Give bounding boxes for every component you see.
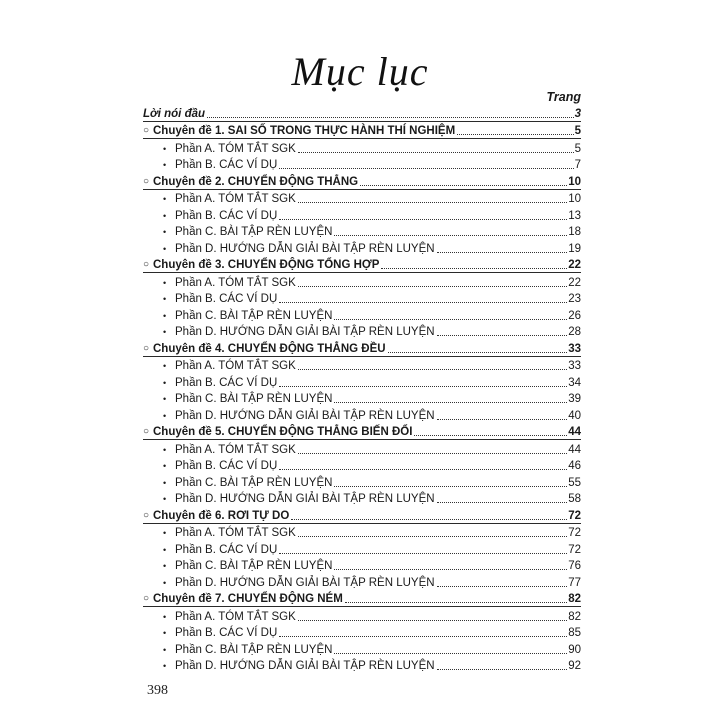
toc-entry-page: 10 (568, 193, 581, 205)
toc-section-row (143, 290, 581, 307)
toc-entry-label: Chuyên đề 2. CHUYỂN ĐỘNG THẲNG (153, 175, 359, 188)
dot-leader (360, 184, 567, 186)
toc-entry-label: Phần C. BÀI TẬP RÈN LUYỆN (175, 643, 333, 656)
toc-entry-label: Phần D. HƯỚNG DẪN GIẢI BÀI TẬP RÈN LUYỆN (175, 409, 435, 422)
dot-leader (298, 452, 567, 454)
dot-leader (334, 401, 567, 403)
bullet-icon: • (163, 410, 167, 421)
toc-section-row (143, 573, 581, 590)
bullet-icon: • (163, 628, 167, 638)
toc-entry-page: 10 (568, 175, 581, 188)
page-title: Mục lục (291, 49, 429, 94)
dot-leader (279, 218, 567, 220)
toc-entry-page: 76 (568, 560, 581, 572)
toc-entry-page: 55 (568, 476, 581, 489)
bullet-icon: • (163, 394, 167, 404)
bullet-icon: • (163, 277, 167, 288)
dot-leader (334, 568, 567, 570)
bullet-icon: • (163, 577, 167, 588)
toc-section-row (143, 440, 581, 457)
dot-leader (279, 552, 567, 554)
bullet-icon: • (163, 294, 167, 304)
circle-bullet-icon: ○ (143, 125, 150, 136)
circle-bullet-icon: ○ (143, 175, 150, 187)
dot-leader (207, 116, 574, 118)
dot-leader (298, 535, 567, 537)
toc-entry-page: 46 (568, 460, 581, 472)
toc-entry-label: Phần A. TÓM TẮT SGK (175, 360, 296, 372)
dot-leader (437, 501, 568, 503)
toc-entry-page: 28 (568, 326, 581, 338)
toc-entry-page: 33 (568, 360, 581, 372)
toc-section-row (143, 139, 581, 156)
toc-entry-page: 85 (568, 627, 581, 639)
toc-entry-label: Phần D. HƯỚNG DẪN GIẢI BÀI TẬP RÈN LUYỆN (175, 660, 435, 672)
bullet-icon: • (163, 210, 167, 221)
bullet-icon: • (163, 461, 167, 471)
bullet-icon: • (163, 160, 167, 170)
toc-entry-label: Phần B. CÁC VÍ DỤ (175, 209, 278, 222)
toc-entry-label: Chuyên đề 1. SAI SỐ TRONG THỰC HÀNH THÍ NGHIỆM (153, 125, 456, 137)
toc-section-row (143, 406, 581, 423)
toc-entry-label: Phần D. HƯỚNG DẪN GIẢI BÀI TẬP RÈN LUYỆN (175, 493, 435, 505)
bullet-icon: • (163, 327, 167, 337)
toc-entry-page: 77 (568, 576, 581, 589)
toc-entry-page: 58 (568, 493, 581, 505)
toc-entry-page: 40 (568, 409, 581, 422)
toc-section-row (143, 190, 581, 207)
bullet-icon: • (163, 227, 167, 237)
dot-leader (298, 368, 567, 370)
toc-entry-label: Chuyên đề 3. CHUYỂN ĐỘNG TỔNG HỢP (153, 259, 380, 271)
toc-entry-page: 82 (568, 610, 581, 623)
toc-entry-label: Phần A. TÓM TẮT SGK (175, 142, 296, 155)
bullet-icon: • (163, 194, 167, 204)
toc-chapter-row (143, 590, 581, 608)
toc-entry-label: Phần D. HƯỚNG DẪN GIẢI BÀI TẬP RÈN LUYỆN (175, 242, 435, 255)
toc-section-row (143, 490, 581, 507)
bullet-icon: • (163, 143, 167, 154)
toc-entry-page: 18 (568, 226, 581, 238)
toc-entry-label: Chuyên đề 5. CHUYỂN ĐỘNG THẲNG BIẾN ĐỔI (153, 426, 413, 438)
toc-entry-page: 44 (568, 426, 581, 438)
toc-entry-label: Phần A. TÓM TẮT SGK (175, 193, 296, 205)
toc-section-row (143, 473, 581, 490)
toc-chapter-row (143, 423, 581, 441)
toc-chapter-row (143, 506, 581, 524)
toc-intro-row (143, 104, 581, 122)
circle-bullet-icon: ○ (143, 259, 150, 270)
dot-leader (334, 234, 567, 236)
dot-leader (345, 601, 567, 603)
dot-leader (334, 318, 567, 320)
toc-entry-label: Chuyên đề 4. CHUYỂN ĐỘNG THẲNG ĐỀU (153, 342, 386, 355)
bullet-icon: • (163, 243, 167, 254)
toc-section-row (143, 390, 581, 407)
toc-entry-label: Phần C. BÀI TẬP RÈN LUYỆN (175, 476, 333, 489)
toc-entry-label: Phần A. TÓM TẮT SGK (175, 276, 296, 289)
toc-section-row (143, 524, 581, 541)
bullet-icon: • (163, 477, 167, 488)
toc-entry-label: Phần B. CÁC VÍ DỤ (175, 293, 278, 305)
circle-bullet-icon: ○ (143, 342, 150, 354)
page-column-label: Trang (546, 90, 581, 104)
bullet-icon: • (163, 611, 167, 622)
circle-bullet-icon: ○ (143, 593, 150, 604)
toc-entry-page: 72 (568, 509, 581, 522)
dot-leader (437, 418, 568, 420)
toc-section-row (143, 223, 581, 240)
dot-leader (291, 518, 567, 520)
bullet-icon: • (163, 444, 167, 455)
toc-entry-page: 13 (568, 209, 581, 222)
dot-leader (437, 668, 568, 670)
toc-entry-page: 3 (574, 107, 581, 120)
toc-entry-label: Phần C. BÀI TẬP RÈN LUYỆN (175, 309, 333, 322)
toc-entry-label: Phần B. CÁC VÍ DỤ (175, 543, 278, 556)
dot-leader (279, 635, 567, 637)
dot-leader (298, 619, 567, 621)
bullet-icon: • (163, 661, 167, 671)
dot-leader (334, 652, 567, 654)
dot-leader (457, 133, 573, 135)
toc-entry-page: 72 (568, 527, 581, 539)
toc-entry-label: Phần B. CÁC VÍ DỤ (175, 627, 278, 639)
toc-section-row (143, 206, 581, 223)
toc-entry-page: 7 (574, 159, 581, 171)
toc-section-row (143, 323, 581, 340)
circle-bullet-icon: ○ (143, 426, 150, 437)
toc-entry-page: 92 (568, 660, 581, 672)
toc-entry-page: 26 (568, 309, 581, 322)
toc-section-row (143, 373, 581, 390)
toc-entry-label: Phần A. TÓM TẮT SGK (175, 527, 296, 539)
toc-entry-label: Phần C. BÀI TẬP RÈN LUYỆN (175, 393, 333, 405)
toc-entry-page: 90 (568, 643, 581, 656)
toc-entry-label: Phần A. TÓM TẮT SGK (175, 443, 296, 456)
table-of-contents (143, 104, 581, 673)
toc-entry-label: Phần C. BÀI TẬP RÈN LUYỆN (175, 560, 333, 572)
toc-chapter-row (143, 339, 581, 357)
toc-chapter-row (143, 122, 581, 140)
toc-section-row (143, 306, 581, 323)
toc-entry-page: 22 (568, 276, 581, 289)
page-number: 398 (147, 683, 168, 698)
toc-entry-page: 5 (574, 142, 581, 155)
toc-section-row (143, 239, 581, 256)
bullet-icon: • (163, 377, 167, 388)
toc-section-row (143, 357, 581, 374)
dot-leader (279, 468, 567, 470)
bullet-icon: • (163, 561, 167, 571)
bullet-icon: • (163, 528, 167, 538)
toc-entry-page: 82 (568, 593, 581, 605)
dot-leader (334, 485, 567, 487)
toc-entry-label: Lời nói đầu (143, 107, 206, 120)
dot-leader (414, 434, 567, 436)
dot-leader (298, 285, 567, 287)
toc-section-row (143, 457, 581, 474)
bullet-icon: • (163, 544, 167, 555)
toc-chapter-row (143, 172, 581, 190)
toc-entry-label: Phần D. HƯỚNG DẪN GIẢI BÀI TẬP RÈN LUYỆN (175, 326, 435, 338)
toc-section-row (143, 607, 581, 624)
toc-entry-page: 19 (568, 242, 581, 255)
dot-leader (279, 385, 567, 387)
dot-leader (437, 251, 568, 253)
toc-section-row (143, 557, 581, 574)
dot-leader (279, 167, 573, 169)
toc-entry-label: Phần D. HƯỚNG DẪN GIẢI BÀI TẬP RÈN LUYỆN (175, 576, 435, 589)
toc-entry-page: 5 (574, 125, 581, 137)
toc-section-row (143, 640, 581, 657)
toc-section-row (143, 657, 581, 674)
toc-entry-page: 34 (568, 376, 581, 389)
bullet-icon: • (163, 310, 167, 321)
dot-leader (381, 267, 567, 269)
toc-chapter-row (143, 256, 581, 274)
toc-entry-label: Phần B. CÁC VÍ DỤ (175, 376, 278, 389)
dot-leader (437, 585, 568, 587)
toc-entry-label: Phần B. CÁC VÍ DỤ (175, 460, 278, 472)
toc-section-row (143, 273, 581, 290)
toc-entry-page: 22 (568, 259, 581, 271)
toc-section-row (143, 156, 581, 173)
bullet-icon: • (163, 361, 167, 371)
toc-entry-page: 72 (568, 543, 581, 556)
dot-leader (437, 334, 568, 336)
toc-entry-page: 23 (568, 293, 581, 305)
toc-entry-label: Phần C. BÀI TẬP RÈN LUYỆN (175, 226, 333, 238)
toc-entry-label: Phần A. TÓM TẮT SGK (175, 610, 296, 623)
bullet-icon: • (163, 494, 167, 504)
toc-section-row (143, 540, 581, 557)
dot-leader (298, 151, 574, 153)
dot-leader (279, 301, 567, 303)
toc-entry-page: 44 (568, 443, 581, 456)
bullet-icon: • (163, 644, 167, 655)
circle-bullet-icon: ○ (143, 509, 150, 521)
toc-section-row (143, 624, 581, 641)
toc-entry-label: Chuyên đề 7. CHUYỂN ĐỘNG NÉM (153, 593, 343, 605)
toc-entry-page: 39 (568, 393, 581, 405)
toc-entry-page: 33 (568, 342, 581, 355)
toc-entry-label: Phần B. CÁC VÍ DỤ (175, 159, 278, 171)
dot-leader (298, 201, 567, 203)
toc-entry-label: Chuyên đề 6. RƠI TỰ DO (153, 509, 290, 522)
dot-leader (388, 351, 568, 353)
